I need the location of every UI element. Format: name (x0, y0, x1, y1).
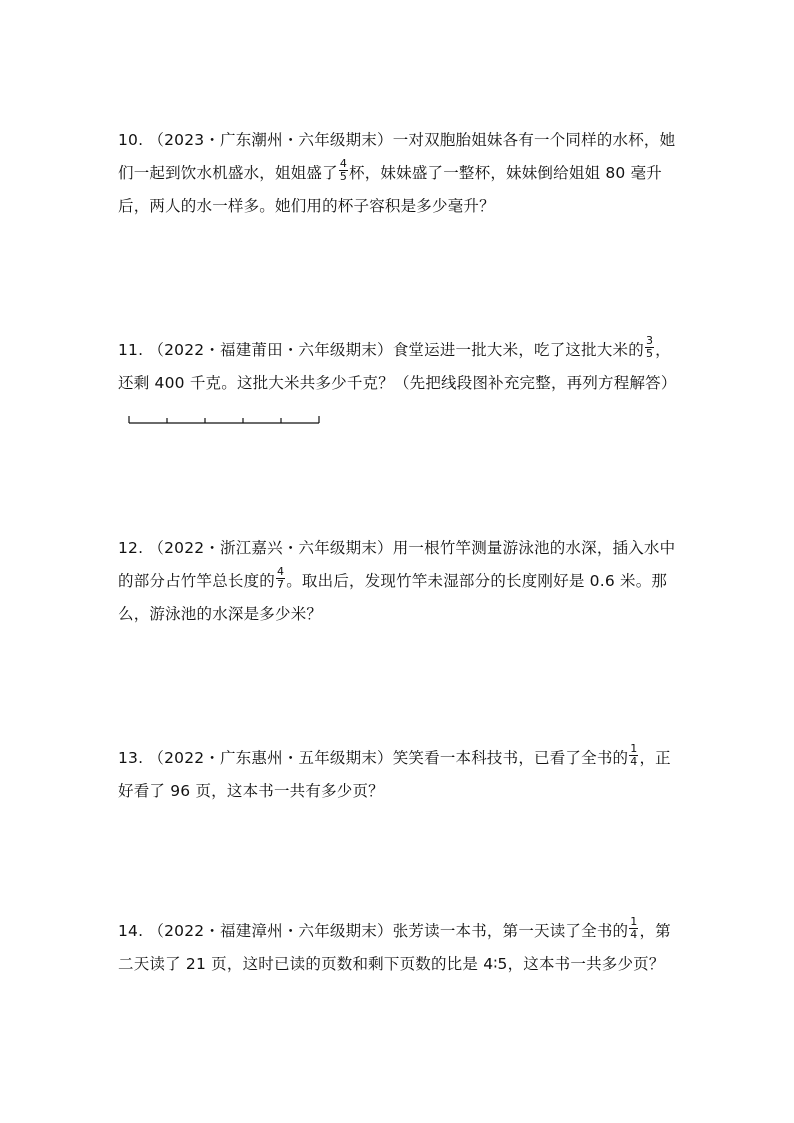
fraction-one-quarter (629, 743, 638, 768)
problem-10-text-b: 杯，妹妹盛了一整杯，妹妹倒给姐姐 80 毫升 (349, 164, 662, 182)
fraction-numerator: 1 (630, 915, 638, 928)
fraction-numerator: 4 (339, 157, 348, 170)
problem-12-line-2 (118, 565, 678, 598)
problem-13 (118, 742, 678, 808)
fraction-denominator: 7 (277, 578, 285, 591)
fraction-numerator: 4 (277, 565, 285, 578)
segment-diagram (128, 413, 320, 425)
problem-12-text-b: 。取出后，发现竹竿未湿部分的长度刚好是 0.6 米。那 (286, 572, 668, 590)
fraction-four-fifths (339, 158, 348, 183)
fraction-one-quarter (629, 916, 638, 941)
problem-10 (118, 124, 678, 223)
problem-12-line-1: 12. （2022・浙江嘉兴・六年级期末）用一根竹竿测量游泳池的水深，插入水中 (118, 539, 676, 557)
problem-11-text-a: 11. （2022・福建莆田・六年级期末）食堂运进一批大米，吃了这批大米的 (118, 341, 644, 359)
problem-10-line-1: 10. （2023・广东潮州・六年级期末）一对双胞胎姐妹各有一个同样的水杯，她 (118, 131, 676, 149)
problem-13-text-a: 13. （2022・广东惠州・五年级期末）笑笑看一本科技书，已看了全书的 (118, 749, 629, 767)
problem-14-line-1 (118, 915, 678, 948)
problem-12-line-3: 么，游泳池的水深是多少米？ (118, 605, 323, 623)
problem-14-text-b: ，第 (639, 922, 671, 940)
problem-11-line-2: 还剩 400 千克。这批大米共多少千克？（先把线段图补充完整，再列方程解答） (118, 374, 677, 392)
problem-11-line-1 (118, 334, 678, 367)
fraction-numerator: 1 (630, 742, 638, 755)
problem-11 (118, 334, 678, 400)
fraction-four-sevenths (276, 566, 285, 591)
fraction-denominator: 5 (645, 347, 654, 360)
fraction-denominator: 5 (339, 170, 348, 183)
problem-13-line-1 (118, 742, 678, 775)
fraction-denominator: 4 (630, 928, 638, 941)
fraction-denominator: 4 (630, 755, 638, 768)
problem-10-text-a: 们一起到饮水机盛水，姐姐盛了 (118, 164, 338, 182)
fraction-three-fifths (645, 335, 654, 360)
problem-13-line-2: 好看了 96 页，这本书一共有多少页？ (118, 782, 384, 800)
fraction-numerator: 3 (645, 334, 654, 347)
problem-14-line-2: 二天读了 21 页，这时已读的页数和剩下页数的比是 4∶5，这本书一共多少页？ (118, 955, 665, 973)
problem-14 (118, 915, 678, 981)
problem-10-line-2 (118, 157, 678, 190)
problem-13-text-b: ，正 (639, 749, 671, 767)
problem-11-text-b: ， (655, 341, 671, 359)
problem-12-text-a: 的部分占竹竿总长度的 (118, 572, 276, 590)
problem-12 (118, 532, 678, 631)
problem-14-text-a: 14. （2022・福建漳州・六年级期末）张芳读一本书，第一天读了全书的 (118, 922, 629, 940)
problem-10-line-3: 后，两人的水一样多。她们用的杯子容积是多少毫升？ (118, 197, 495, 215)
